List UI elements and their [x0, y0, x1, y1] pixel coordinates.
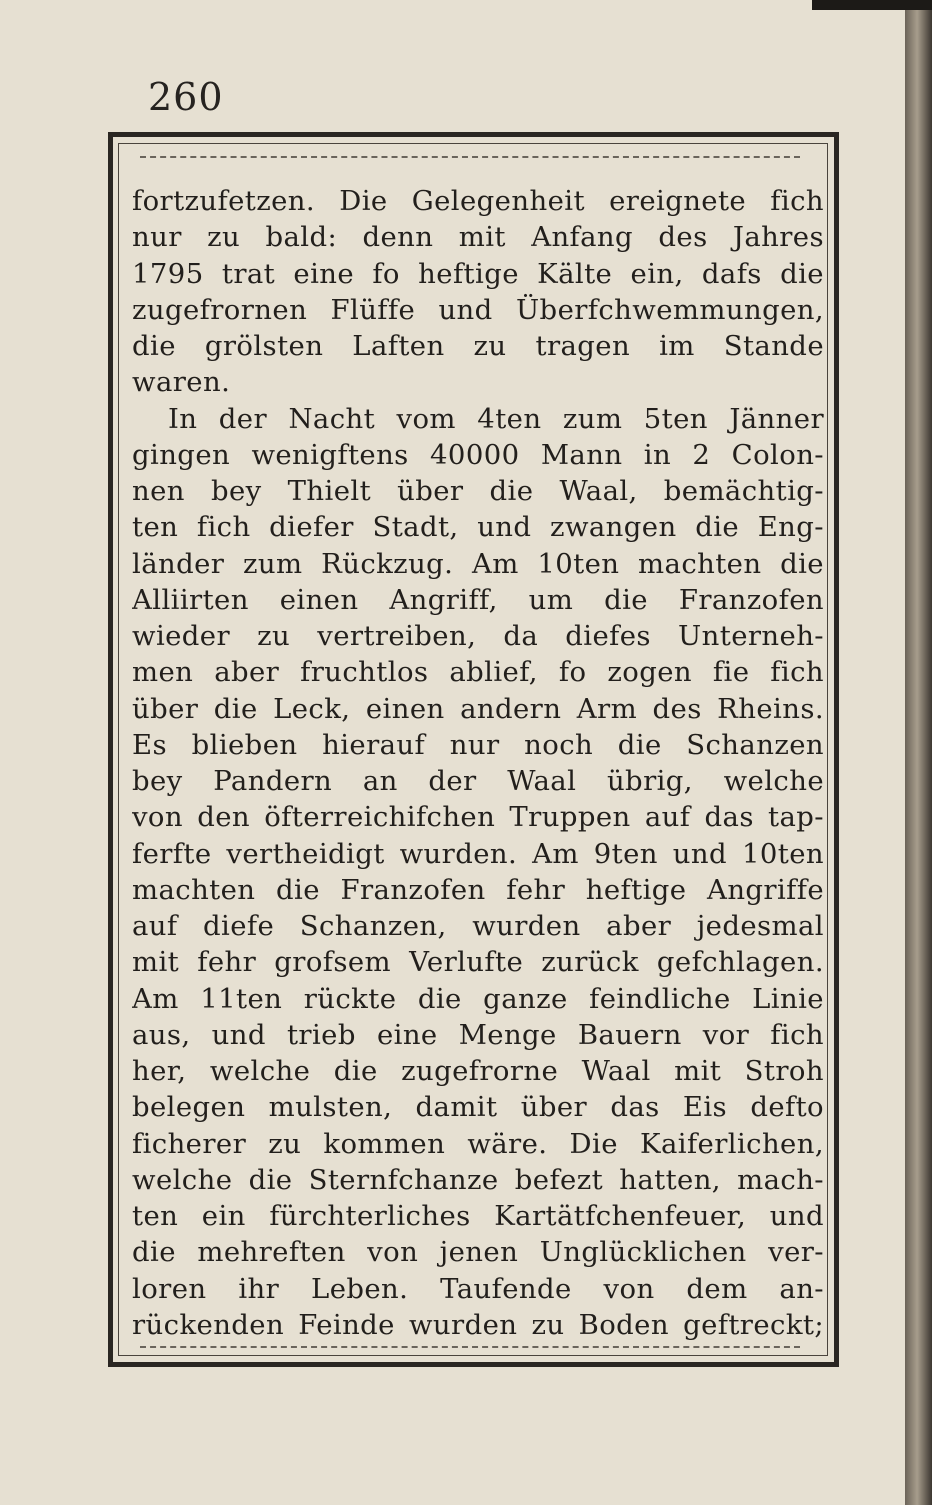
text-line: über die Leck, einen andern Arm des Rheins. — [132, 692, 824, 725]
text-line: 1795 trat eine fo heftige Kälte ein, dafs die — [132, 257, 824, 290]
text-line: Es blieben hierauf nur noch die Schanzen — [132, 728, 824, 761]
text-line: her, welche die zugefrorne Waal mit Stroh — [132, 1055, 824, 1087]
text-line: welche die Sternfchanze befezt hatten, mach- — [132, 1163, 824, 1196]
text-line: fortzufetzen. Die Gelegenheit ereignete fich — [132, 185, 824, 217]
text-line: auf diefe Schanzen, wurden aber jedesmal — [132, 910, 824, 942]
body-text — [132, 183, 824, 1343]
text-line: wieder zu vertreiben, da diefes Unterneh- — [132, 620, 824, 652]
text-line: aus, und trieb eine Menge Bauern vor fich — [132, 1018, 824, 1051]
text-line: men aber fruchtlos ablief, fo zogen fie fich — [132, 656, 824, 689]
text-line: Am 11ten rückte die ganze feindliche Linie — [132, 982, 824, 1015]
text-line: Alliirten einen Angriff, um die Franzofen — [132, 583, 824, 616]
text-line: nur zu bald: denn mit Anfang des Jahres — [132, 221, 824, 254]
text-line: machten die Franzofen fehr heftige Angriffe — [132, 873, 824, 906]
text-line: In der Nacht vom 4ten zum 5ten Jänner — [168, 402, 824, 435]
text-line: die mehreften von jenen Unglücklichen ver- — [132, 1236, 824, 1269]
text-line: gingen wenigftens 40000 Mann in 2 Colon- — [132, 438, 824, 471]
text-line: die grölsten Laften zu tragen im Stande — [132, 330, 824, 362]
text-line: ficherer zu kommen wäre. Die Kaiferlichen, — [132, 1127, 824, 1160]
text-line: mit fehr grofsem Verlufte zurück gefchlagen. — [132, 946, 824, 979]
text-line: loren ihr Leben. Taufende von dem an- — [132, 1272, 824, 1305]
text-line: waren. — [132, 366, 231, 399]
scan-corner-shadow — [812, 0, 932, 10]
top-dashed-rule — [140, 156, 800, 158]
text-line: nen bey Thielt über die Waal, bemächtig- — [132, 475, 824, 507]
page-number: 260 — [148, 75, 224, 119]
text-line: von den öfterreichifchen Truppen auf das tap- — [132, 801, 824, 834]
text-line: ferfte vertheidigt wurden. Am 9ten und 10ten — [132, 837, 824, 870]
text-line: belegen mulsten, damit über das Eis defto — [132, 1091, 824, 1124]
page-edge-shadow — [905, 0, 932, 1505]
text-line: ten ein fürchterliches Kartätfchenfeuer, und — [132, 1200, 824, 1232]
text-line: rückenden Feinde wurden zu Boden geftreckt; — [132, 1308, 824, 1341]
text-line: bey Pandern an der Waal übrig, welche — [132, 765, 824, 797]
text-line: länder zum Rückzug. Am 10ten machten die — [132, 547, 824, 580]
bottom-dashed-rule — [140, 1346, 800, 1348]
text-line: ten fich diefer Stadt, und zwangen die Eng- — [132, 511, 824, 544]
text-line: zugefrornen Flüffe und Überfchwemmungen, — [132, 293, 824, 326]
